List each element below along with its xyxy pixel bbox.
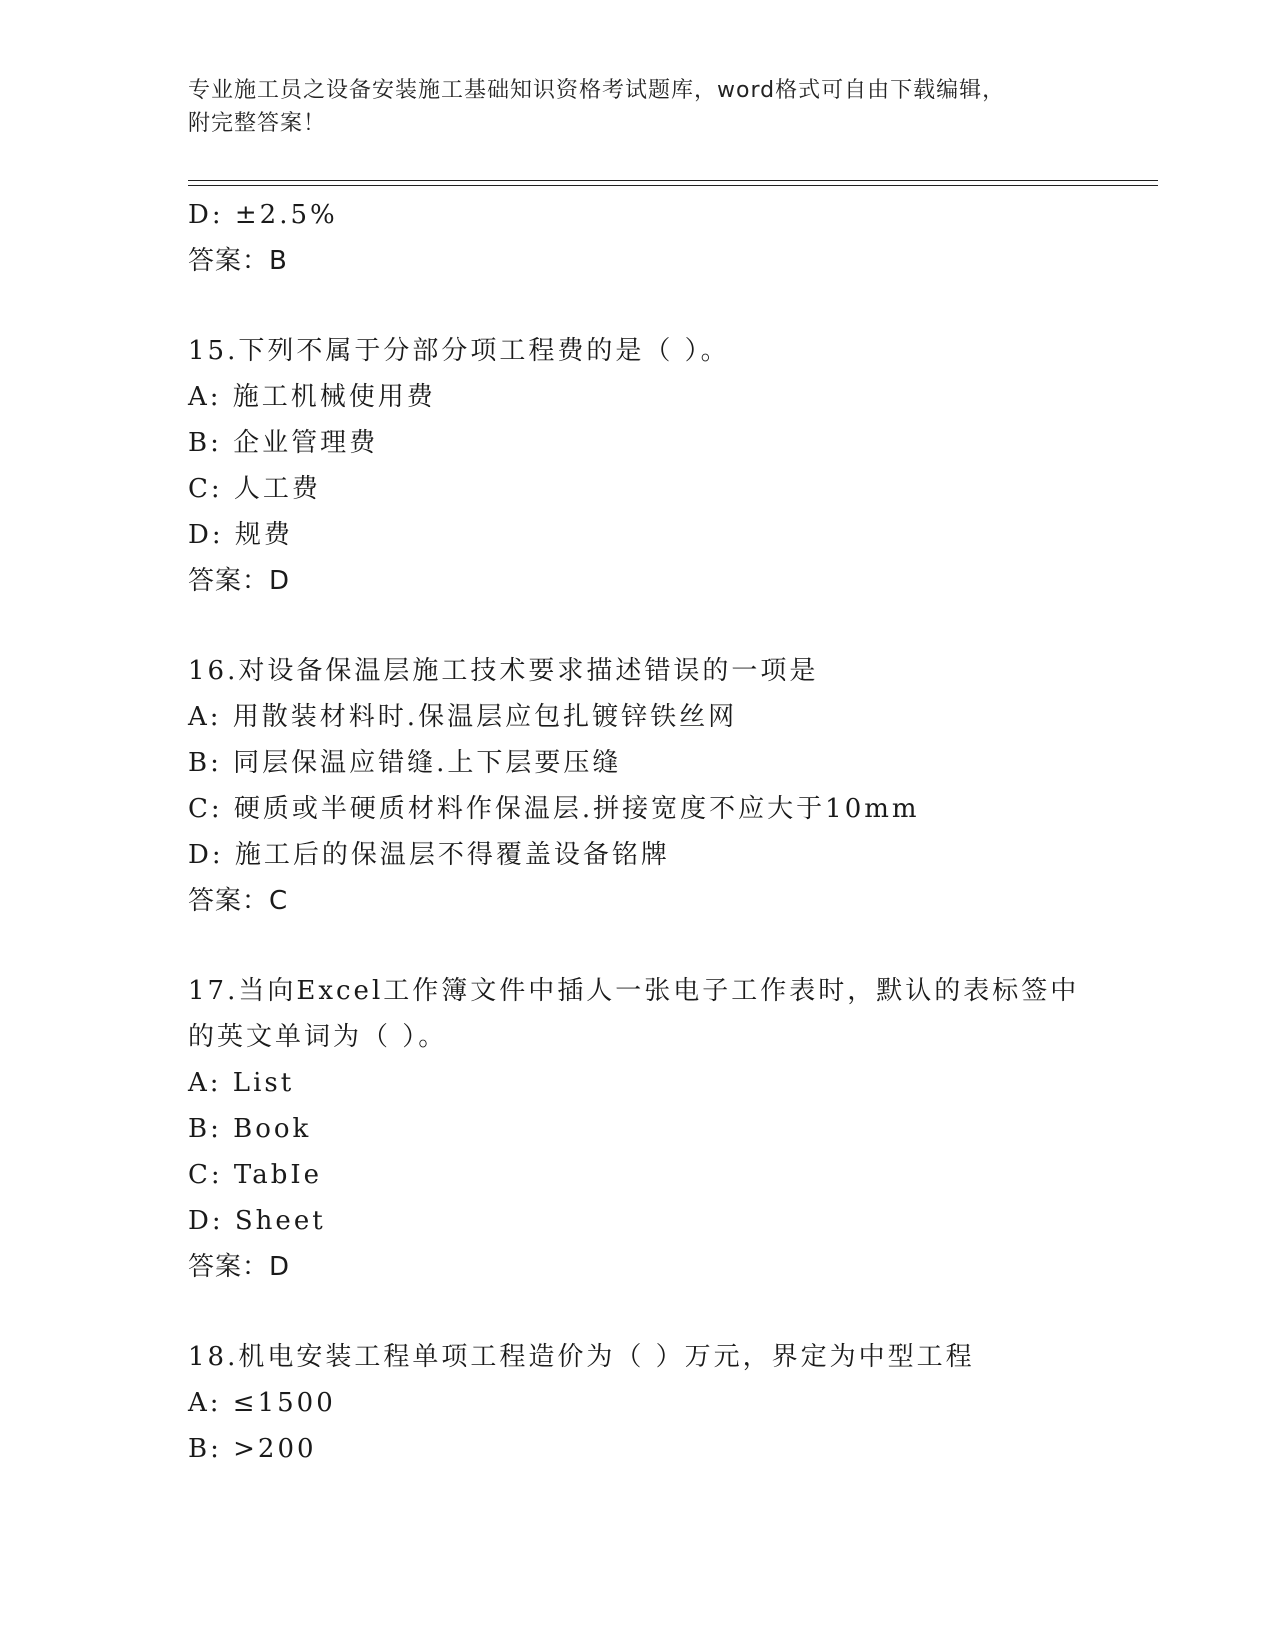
question-17 [188, 968, 1148, 1290]
option-a: A: 用散装材料时.保温层应包扎镀锌铁丝网 [188, 702, 738, 732]
option-c: C: 硬质或半硬质材料作保温层.拼接宽度不应大于10mm [188, 794, 920, 824]
answer-line: 答案：C [188, 886, 289, 916]
option-b: B: Book [188, 1114, 312, 1144]
option-c: C: 人工费 [188, 474, 321, 504]
question-content [188, 192, 1148, 1472]
question-16 [188, 648, 1148, 924]
answer-line: 答案：B [188, 246, 288, 276]
header-divider-top [188, 180, 1158, 181]
option-b: B: >200 [188, 1434, 317, 1464]
option-b: B: 同层保温应错缝.上下层要压缝 [188, 748, 622, 778]
header-divider-bottom [188, 185, 1158, 186]
option-b: B: 企业管理费 [188, 428, 379, 458]
option-a: A: List [188, 1068, 295, 1098]
option-a: A: ≤1500 [188, 1388, 336, 1418]
option-d: D: Sheet [188, 1206, 326, 1236]
question-stem: 18.机电安装工程单项工程造价为（ ）万元，界定为中型工程 [188, 1342, 975, 1372]
answer-line: 答案：D [188, 1252, 291, 1282]
option-d: D: 规费 [188, 520, 293, 550]
option-c: C: TabIe [188, 1160, 323, 1190]
header-line-1: 专业施工员之设备安装施工基础知识资格考试题库，word格式可自由下载编辑， [188, 78, 1006, 103]
question-18 [188, 1334, 1148, 1472]
option-d: D: ±2.5% [188, 200, 338, 230]
question-stem-line-1: 17.当向Excel工作簿文件中插人一张电子工作表时，默认的表标签中 [188, 976, 1080, 1006]
question-stem: 15.下列不属于分部分项工程费的是（ ）。 [188, 336, 730, 366]
header-line-2: 附完整答案！ [188, 111, 327, 136]
option-d: D: 施工后的保温层不得覆盖设备铭牌 [188, 840, 670, 870]
question-stem-line-2: 的英文单词为（ ）。 [188, 1022, 448, 1052]
question-stem: 16.对设备保温层施工技术要求描述错误的一项是 [188, 656, 819, 686]
document-header [188, 74, 1088, 140]
option-a: A: 施工机械使用费 [188, 382, 436, 412]
answer-line: 答案：D [188, 566, 291, 596]
question-15 [188, 328, 1148, 604]
